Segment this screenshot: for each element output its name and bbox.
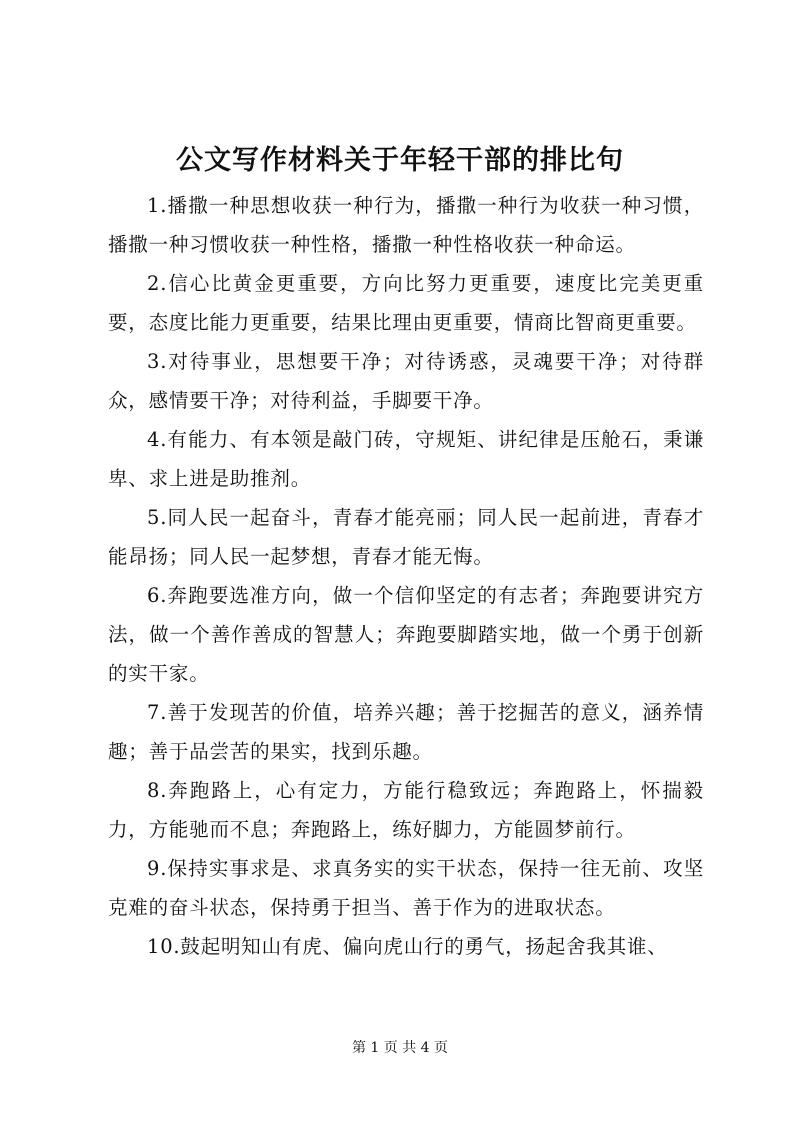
paragraph-6: 6.奔跑要选准方向，做一个信仰坚定的有志者；奔跑要讲究方法，做一个善作善成的智慧人；奔跑要脚踏实地，做一个勇于创新的实干家。 [108,584,704,685]
document-body [108,186,704,966]
paragraph-10: 10.鼓起明知山有虎、偏向虎山行的勇气，扬起舍我其谁、 [147,935,668,958]
page-footer: 第 1 页 共 4 页 [351,1040,449,1056]
paragraph-5: 5.同人民一起奋斗，青春才能亮丽；同人民一起前进，青春才能昂扬；同人民一起梦想，青春才能无悔。 [108,506,704,568]
paragraph-8: 8.奔跑路上，心有定力，方能行稳致远；奔跑路上，怀揣毅力，方能驰而不息；奔跑路上，练好脚力，方能圆梦前行。 [108,779,704,841]
paragraph-3: 3.对待事业，思想要干净；对待诱惑，灵魂要干净；对待群众，感情要干净；对待利益，手脚要干净。 [108,350,704,412]
paragraph-2: 2.信心比黄金更重要，方向比努力更重要，速度比完美更重要，态度比能力更重要，结果比理由更重要，情商比智商更重要。 [108,272,704,334]
paragraph-4: 4.有能力、有本领是敲门砖，守规矩、讲纪律是压舱石，秉谦卑、求上进是助推剂。 [108,428,704,490]
document-title: 公文写作材料关于年轻干部的排比句 [176,145,624,176]
paragraph-1: 1.播撒一种思想收获一种行为，播撒一种行为收获一种习惯，播撒一种习惯收获一种性格，播撒一种性格收获一种命运。 [108,194,704,256]
paragraph-9: 9.保持实事求是、求真务实的实干状态，保持一往无前、攻坚克难的奋斗状态，保持勇于担当、善于作为的进取状态。 [108,857,704,919]
paragraph-7: 7.善于发现苦的价值，培养兴趣；善于挖掘苦的意义，涵养情趣；善于品尝苦的果实，找到乐趣。 [108,701,704,763]
